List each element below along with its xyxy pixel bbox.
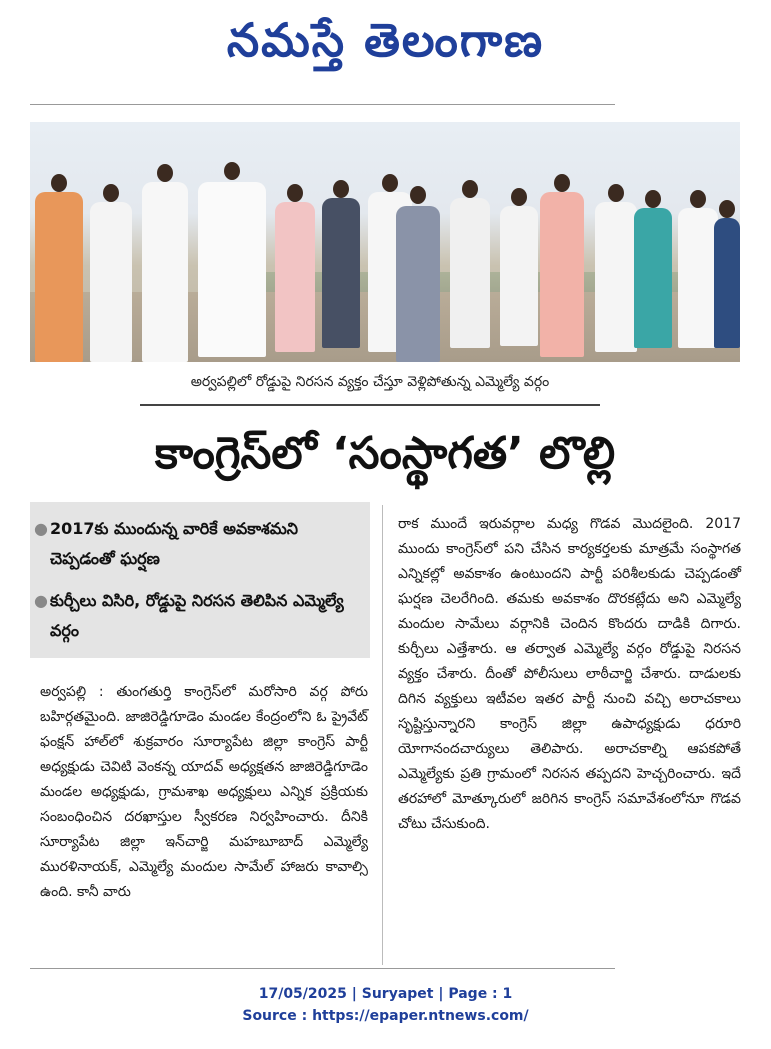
photo-person-head: [410, 186, 426, 204]
footer-source-link[interactable]: Source : https://epaper.ntnews.com/: [242, 1008, 529, 1024]
article-body-left: అర్వపల్లి : తుంగతుర్తి కాంగ్రెస్‌లో మరోసారి వర్గ పోరు బహిర్గతమైంది. జాజిరెడ్డిగూడెం మండల కేంద్రంలోని ఓ ప్రైవేట్ ఫంక్షన్ హాల్‌లో శుక్రవారం సూర్యాపేట జిల్లా కాంగ్రెస్ పార్టీ అధ్యక్షుడు చెవిటి వెంకన్న యాదవ్ అధ్యక్షతన జాజిరెడ్డిగూడెం మండల అధ్యక్షుడు, గ్రామశాఖ అధ్యక్షులు ఎన్నిక ప్రక్రియకు సంబంధించిన దరఖాస్తుల స్వీకరణ నిర్వహించారు. దీనికి సూర్యాపేట జిల్లా ఇన్‌చార్జి మహబూబాద్ ఎమ్మెల్యే మురళినాయక్, ఎమ్మెల్యే మందుల సామేల్ హాజరు కావాల్సి ఉంది. కానీ వారు: [40, 684, 368, 900]
highlight-text: 2017కు ముందున్న వారికే అవకాశమని చెప్పడంతో ఘర్షణ: [50, 519, 298, 568]
bottom-divider: [30, 968, 615, 969]
photo-person-head: [224, 162, 240, 180]
highlight-item: [34, 514, 365, 574]
photo-person-head: [511, 188, 527, 206]
highlight-box: [30, 502, 370, 658]
photo-person: [322, 198, 360, 348]
highlight-text: కుర్చీలు విసిరి, రోడ్డుపై నిరసన తెలిపిన ఎమ్మెల్యే వర్గం: [50, 591, 344, 640]
highlight-item: [34, 586, 365, 646]
photo-person: [35, 192, 83, 362]
photo-person-head: [645, 190, 661, 208]
photo-person: [142, 182, 188, 362]
photo-person-head: [51, 174, 67, 192]
article-body-right: రాక ముందే ఇరువర్గాల మధ్య గొడవ మొదలైంది. 2017 ముందు కాంగ్రెస్‌లో పని చేసిన కార్యకర్తలకు మాత్రమే సంస్థాగత ఎన్నికల్లో అవకాశం ఉంటుందని పార్టీ పరిశీలకుడు చెప్పడంతో ఘర్షణ చెలరేగింది. తమకు అవకాశం దొరకట్లేదు అని ఎమ్మెల్యే మందుల సామేలు వర్గానికి చెందిన కొందరు దాడికి దిగారు. కుర్చీలు ఎత్తేశారు. ఆ తర్వాత ఎమ్మెల్యే వర్గం రోడ్డుపై నిరసన వ్యక్తం చేశారు. దీంతో పోలీసులు లాఠీచార్జి చేశారు. దాడులకు దిగిన వ్యక్తులు ఇటీవల ఇతర పార్టీ నుంచి వచ్చి అరాచకాలు సృష్టిస్తున్నారని కాంగ్రెస్ జిల్లా ఉపాధ్యక్షుడు ధరూరి యోగానందచార్యులు తెలిపారు. అరాచకాల్ని ఆపకపోతే ఎమ్మెల్యేకు ప్రతి గ్రామంలో నిరసన తప్పదని హెచ్చరించారు. ఇదే తరహాలో మోత్కూరులో జరిగిన కాంగ్రెస్ సమావేశంలోనూ గొడవ చోటు చేసుకుంది.: [398, 516, 741, 832]
bullet-icon: ●: [34, 519, 48, 538]
news-photo: [30, 122, 740, 362]
column-divider: [382, 505, 383, 965]
photo-person: [450, 198, 490, 348]
photo-person-head: [287, 184, 303, 202]
photo-person: [90, 202, 132, 362]
photo-person: [714, 218, 740, 348]
photo-person: [678, 208, 718, 348]
photo-person: [540, 192, 584, 357]
photo-person: [275, 202, 315, 352]
headline: కాంగ్రెస్‌లో ‘సంస్థాగత’ లొల్లి: [154, 428, 616, 479]
photo-person-head: [719, 200, 735, 218]
photo-person: [198, 182, 266, 357]
photo-caption: అర్వపల్లిలో రోడ్డుపై నిరసన వ్యక్తం చేస్తూ వెళ్లిపోతున్న ఎమ్మెల్యే వర్గం: [190, 374, 550, 390]
photo-person-head: [462, 180, 478, 198]
photo-person-head: [333, 180, 349, 198]
photo-person: [500, 206, 538, 346]
photo-person: [595, 202, 637, 352]
photo-person: [634, 208, 672, 348]
photo-person-head: [157, 164, 173, 182]
photo-person-head: [554, 174, 570, 192]
bullet-icon: ●: [34, 591, 48, 610]
caption-underline: [140, 404, 600, 406]
photo-person-head: [103, 184, 119, 202]
masthead-title: నమస్తే తెలంగాణ: [226, 13, 545, 67]
footer-date-edition: 17/05/2025 | Suryapet | Page : 1: [258, 986, 513, 1002]
photo-person: [396, 206, 440, 362]
photo-person-head: [690, 190, 706, 208]
photo-person-head: [608, 184, 624, 202]
photo-person-head: [382, 174, 398, 192]
top-divider: [30, 104, 615, 105]
